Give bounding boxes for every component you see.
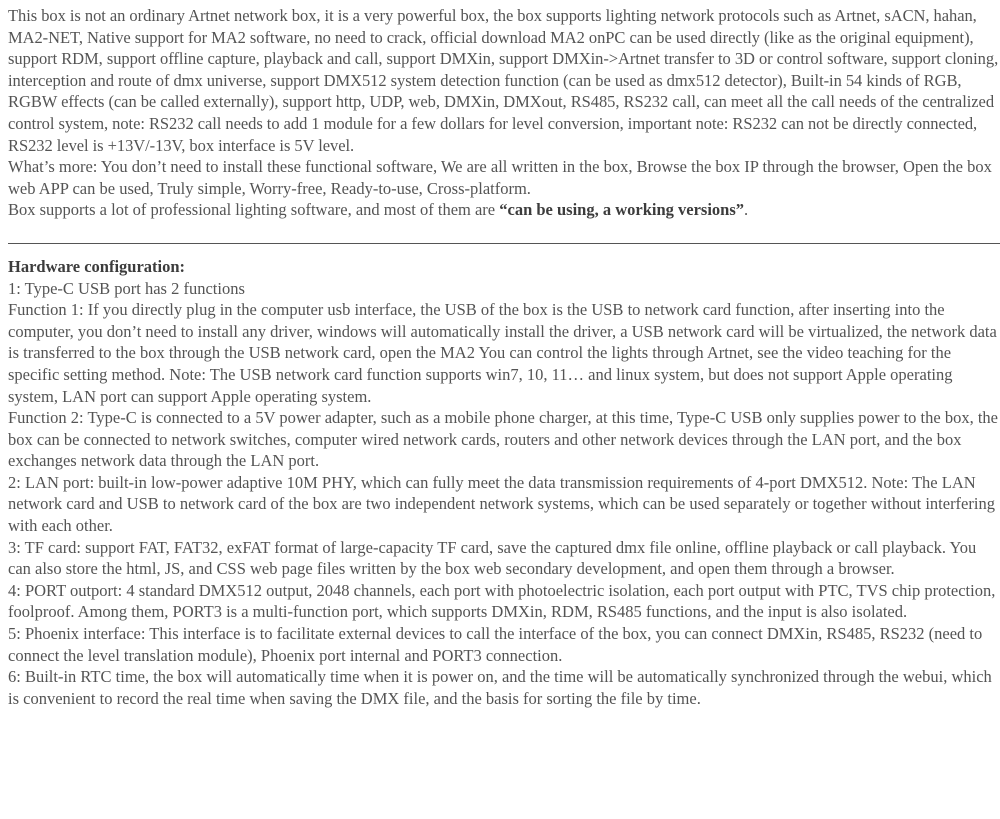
hardware-item-rtc: 6: Built-in RTC time, the box will automatically time when it is power on, and the time will be automatically synchronized through the webui, which is convenient to record the real time when saving the DMX file, and the basis for sorting the file by time.: [8, 667, 992, 708]
product-description: [8, 5, 1000, 709]
intro-paragraph-software: What’s more: You don’t need to install these functional software, We are all written in the box, Browse the box IP through the browser, Open the box web APP can be used, Truly simple, Worry-free, Ready-to-use, Cross-platform.: [8, 157, 992, 198]
intro-paragraph-support: [8, 199, 1000, 221]
hardware-item-lan: 2: LAN port: built-in low-power adaptive 10M PHY, which can fully meet the data transmission requirements of 4-port DMX512. Note: The LAN network card and USB to network card of the box are two independent network systems, which can be used separately or together without interfering with each other.: [8, 472, 995, 536]
section-divider: [8, 243, 1000, 244]
support-highlight: “can be using, a working versions”: [499, 200, 745, 220]
support-end: .: [744, 200, 749, 220]
hardware-item-port: 4: PORT outport: 4 standard DMX512 output, 2048 channels, each port with photoelectric isolation, each port output with PTC, TVS chip protection, foolproof. Among them, PORT3 is a multi-function port, which supports DMXin, RDM, RS485 functions, and the input is also isolated.: [8, 580, 996, 622]
hardware-item-usb: 1: Type-C USB port has 2 functions: [8, 278, 245, 298]
hardware-item-function-1: Function 1: If you directly plug in the computer usb interface, the USB of the box is the USB to network card function, after inserting into the computer, you don’t need to install any driver, windows will automatically install the driver, a USB network card will be virtualized, the network data is transferred to the box through the USB network card, open the MA2 You can control the lights through Artnet, see the video teaching for the specific setting method. Note: The USB network card function supports win7, 10, 11… and linux system, but does not support Apple operating system, LAN port can support Apple operating system.: [8, 300, 997, 406]
hardware-section: [8, 256, 1000, 709]
hardware-heading: Hardware configuration:: [8, 256, 186, 276]
support-text: Box supports a lot of professional lighting software, and most of them are: [8, 200, 500, 220]
hardware-item-function-2: Function 2: Type-C is connected to a 5V power adapter, such as a mobile phone charger, at this time, Type-C USB only supplies power to the box, the box can be connected to network switches, computer wired network cards, routers and other network devices through the LAN port, and the box exchanges network data through the LAN port.: [8, 408, 998, 471]
intro-paragraph-features: This box is not an ordinary Artnet network box, it is a very powerful box, the box supports lighting network protocols such as Artnet, sACN, hahan, MA2-NET, Native support for MA2 software, no need to crack, official download MA2 onPC can be used directly (like as the original equipment), support RDM, support offline capture, playback and call, support DMXin, support DMXin->Artnet transfer to 3D or control software, support cloning, interception and route of dmx universe, support DMX512 system detection function (can be used as dmx512 detector), Built-in 54 kinds of RGB, RGBW effects (can be called externally), support http, UDP, web, DMXin, DMXout, RS485, RS232 call, can meet all the call needs of the centralized control system, note: RS232 call needs to add 1 module for a few dollars for level conversion, important note: RS232 can not be directly connected, RS232 level is +13V/-13V, box interface is 5V level.: [8, 6, 999, 155]
hardware-item-phoenix: 5: Phoenix interface: This interface is to facilitate external devices to call the interface of the box, you can connect DMXin, RS485, RS232 (need to connect the level translation module), Phoenix port internal and PORT3 connection.: [8, 624, 983, 665]
hardware-item-tf-card: 3: TF card: support FAT, FAT32, exFAT format of large-capacity TF card, save the captured dmx file online, offline playback or call playback. You can also store the html, JS, and CSS web page files written by the box web secondary development, and open them through a browser.: [8, 537, 977, 579]
intro-section: [8, 5, 1000, 221]
